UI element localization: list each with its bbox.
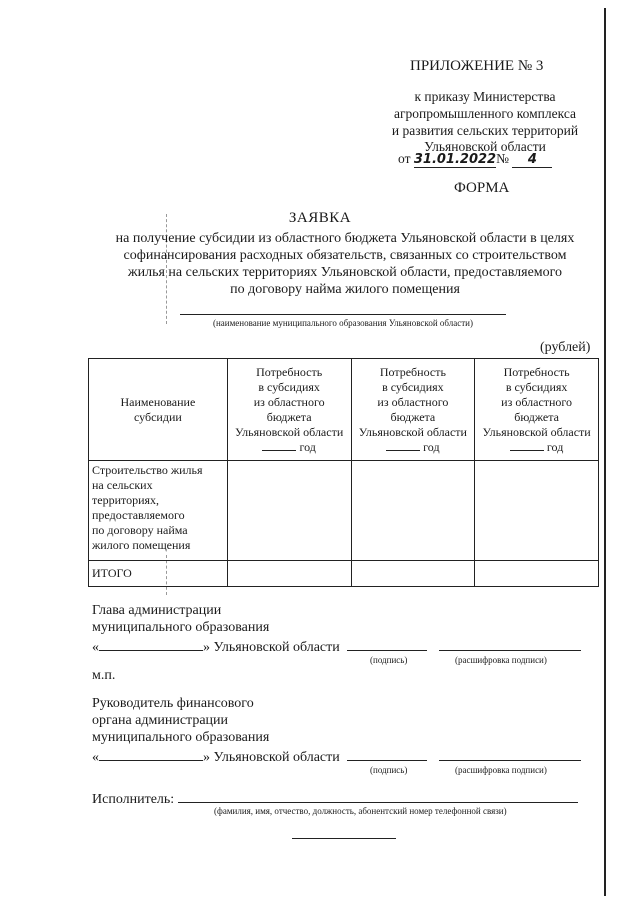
signature-decoding-fill[interactable]: [439, 746, 581, 761]
municipality-name-fill[interactable]: [99, 636, 203, 651]
header-need-line: в субсидиях: [258, 379, 320, 394]
value-cell[interactable]: [227, 461, 351, 561]
subsidy-name-line: Строительство жилья: [92, 463, 203, 477]
request-line-4: по договору найма жилого помещения: [230, 282, 460, 297]
year-label: год: [546, 439, 564, 454]
total-value-cell[interactable]: [227, 561, 351, 587]
seal-label: м.п.: [92, 668, 116, 683]
signature-decoding-fill[interactable]: [439, 636, 581, 651]
subsidy-name-line: жилого помещения: [92, 538, 191, 552]
table-total-row: [89, 561, 599, 587]
header-need-cell-2: [351, 359, 475, 461]
value-cell[interactable]: [475, 461, 599, 561]
header-name-cell: [89, 359, 228, 461]
municipality-caption: (наименование муниципального образования Ульяновской области): [212, 318, 473, 328]
header-need-line: Ульяновской области: [482, 424, 591, 439]
header-name-line: субсидии: [133, 409, 182, 424]
header-need-line: в субсидиях: [382, 379, 444, 394]
year-label: год: [299, 439, 316, 454]
quote-open: «: [92, 750, 99, 765]
signature-caption: (подпись): [370, 765, 408, 775]
request-line-3: жилья на сельских территориях Ульяновской области, предоставляемого: [127, 265, 563, 280]
header-need-line: Потребность: [256, 364, 323, 379]
finance-head-line-1: Руководитель финансового: [92, 696, 254, 711]
year-label: год: [423, 439, 440, 454]
table-row: [89, 461, 599, 561]
appendix-line-2: агропромышленного комплекса: [394, 106, 576, 121]
subsidy-name-line: на сельских: [92, 478, 153, 492]
order-reference: [398, 151, 552, 168]
appendix-title: ПРИЛОЖЕНИЕ № 3: [410, 58, 544, 74]
header-need-line: Потребность: [379, 364, 446, 379]
header-need-line: бюджета: [266, 409, 312, 424]
signature-decoding-caption: (расшифровка подписи): [455, 655, 547, 665]
order-number-sign: №: [496, 151, 509, 166]
finance-head-line-2: органа администрации: [92, 713, 229, 728]
appendix-line-4: Ульяновской области: [424, 139, 546, 154]
value-cell[interactable]: [351, 461, 475, 561]
header-name-line: Наименование: [120, 394, 196, 409]
table-header-row: [89, 359, 599, 461]
header-need-line: Ульяновской области: [235, 424, 344, 439]
subsidy-name-line: территориях,: [92, 493, 160, 507]
subsidy-table: [88, 358, 599, 587]
header-need-line: из областного: [253, 394, 325, 409]
municipality-name-fill[interactable]: [99, 746, 203, 761]
executor-label: Исполнитель:: [92, 792, 175, 807]
order-prefix: от: [398, 151, 411, 166]
request-line-2: софинансирования расходных обязательств, связанных со строительством: [123, 248, 567, 263]
subsidy-name-line: предоставляемого: [92, 508, 185, 522]
signature-fill[interactable]: [347, 746, 427, 761]
header-need-cell-1: [227, 359, 351, 461]
total-value-cell[interactable]: [475, 561, 599, 587]
appendix-line-3: и развития сельских территорий: [391, 123, 579, 138]
header-need-cell-3: [475, 359, 599, 461]
header-need-line: бюджета: [390, 409, 436, 424]
finance-head-region-line: [92, 746, 581, 766]
header-need-line: в субсидиях: [505, 379, 568, 394]
year-fill-line[interactable]: [262, 450, 296, 451]
region-label: » Ульяновской области: [203, 750, 340, 765]
closing-rule: [292, 838, 396, 839]
executor-fill[interactable]: [178, 788, 578, 803]
subsidy-name-cell: [89, 461, 228, 561]
head-admin-line-2: муниципального образования: [92, 620, 270, 635]
order-date: 31.01.2022: [413, 152, 497, 167]
order-number: 4: [512, 152, 552, 168]
head-admin-line-1: Глава администрации: [92, 603, 222, 618]
year-fill-line[interactable]: [386, 450, 420, 451]
total-label: ИТОГО: [89, 561, 228, 587]
signature-decoding-caption: (расшифровка подписи): [455, 765, 547, 775]
quote-open: «: [92, 640, 99, 655]
request-title: ЗАЯВКА: [288, 210, 352, 226]
units-label: (рублей): [540, 340, 591, 355]
form-label: ФОРМА: [454, 180, 510, 196]
header-need-line: Потребность: [503, 364, 570, 379]
total-value-cell[interactable]: [351, 561, 475, 587]
header-need-line: из областного: [377, 394, 449, 409]
header-need-line: из областного: [501, 394, 573, 409]
subsidy-name-line: по договору найма: [92, 523, 188, 537]
region-label: » Ульяновской области: [203, 640, 340, 655]
request-line-1: на получение субсидии из областного бюджета Ульяновской области в целях: [115, 231, 575, 246]
finance-head-line-3: муниципального образования: [92, 730, 270, 745]
municipality-fill-line[interactable]: [180, 314, 506, 315]
signature-fill[interactable]: [347, 636, 427, 651]
head-admin-region-line: [92, 636, 581, 656]
signature-caption: (подпись): [370, 655, 408, 665]
executor-line: [92, 788, 578, 808]
appendix-line-1: к приказу Министерства: [414, 89, 556, 104]
executor-caption: (фамилия, имя, отчество, должность, абонентский номер телефонной связи): [214, 806, 507, 816]
header-need-line: бюджета: [514, 409, 559, 424]
year-fill-line[interactable]: [510, 450, 544, 451]
header-need-line: Ульяновской области: [358, 424, 467, 439]
